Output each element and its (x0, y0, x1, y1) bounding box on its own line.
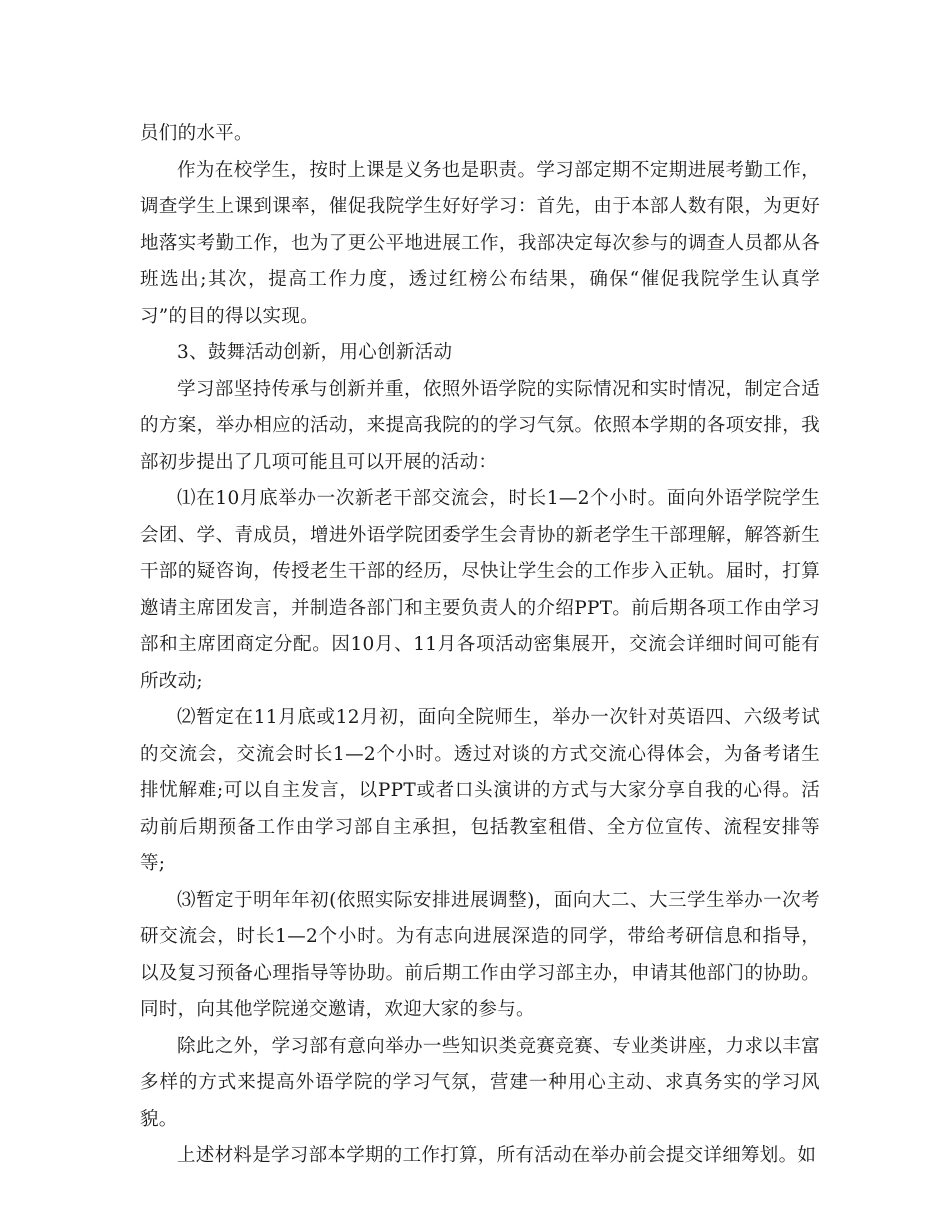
list-item-2: ⑵暂定在11月底或12月初，面向全院师生，举办一次针对英语四、六级考试的交流会，交流会时长1—2个小时。透过对谈的方式交流心得体会，为备考诸生排忧解难;可以自主发言，以PPT或者口头演讲的方式与大家分享自我的心得。活动前后期预备工作由学习部自主承担，包括教室租借、全方位宣传、流程安排等等; (140, 707, 820, 874)
paragraph-3: 学习部坚持传承与创新并重，依照外语学院的实际情况和实时情况，制定合适的方案，举办相应的活动，来提高我院的的学习气氛。依照本学期的各项安排，我部初步提出了几项可能且可以开展的活动： (140, 378, 820, 473)
paragraph-4: 除此之外，学习部有意向举办一些知识类竞赛竞赛、专业类讲座，力求以丰富多样的方式来提高外语学院的学习气氛，营建一种用心主动、求真务实的学习风貌。 (140, 1035, 820, 1130)
document-body (140, 116, 820, 1175)
list-item-3: ⑶暂定于明年年初(依照实际安排进展调整)，面向大二、大三学生举办一次考研交流会，时长1—2个小时。为有志向进展深造的同学，带给考研信息和指导，以及复习预备心理指导等协助。前后期工作由学习部主办，申请其他部门的协助。同时，向其他学院递交邀请，欢迎大家的参与。 (140, 889, 820, 1020)
paragraph-5: 上述材料是学习部本学期的工作打算，所有活动在举办前会提交详细筹划。如 (177, 1145, 817, 1166)
paragraph-2: 作为在校学生，按时上课是义务也是职责。学习部定期不定期进展考勤工作，调查学生上课到课率，催促我院学生好好学习：首先，由于本部人数有限，为更好地落实考勤工作，也为了更公平地进展工作，我部决定每次参与的调查人员都从各班选出;其次，提高工作力度，透过红榜公布结果，确保“催促我院学生认真学习”的目的得以实现。 (140, 159, 820, 327)
section-heading: 3、鼓舞活动创新，用心创新活动 (177, 342, 453, 363)
paragraph-1: 员们的水平。 (140, 123, 253, 144)
list-item-1: ⑴在10月底举办一次新老干部交流会，时长1—2个小时。面向外语学院学生会团、学、青成员，增进外语学院团委学生会青协的新老学生干部理解，解答新生干部的疑咨询，传授老生干部的经历，尽快让学生会的工作步入正轨。届时，打算邀请主席团发言，并制造各部门和主要负责人的介绍PPT。前后期各项工作由学习部和主席团商定分配。因10月、11月各项活动密集展开，交流会详细时间可能有所改动; (140, 488, 820, 692)
